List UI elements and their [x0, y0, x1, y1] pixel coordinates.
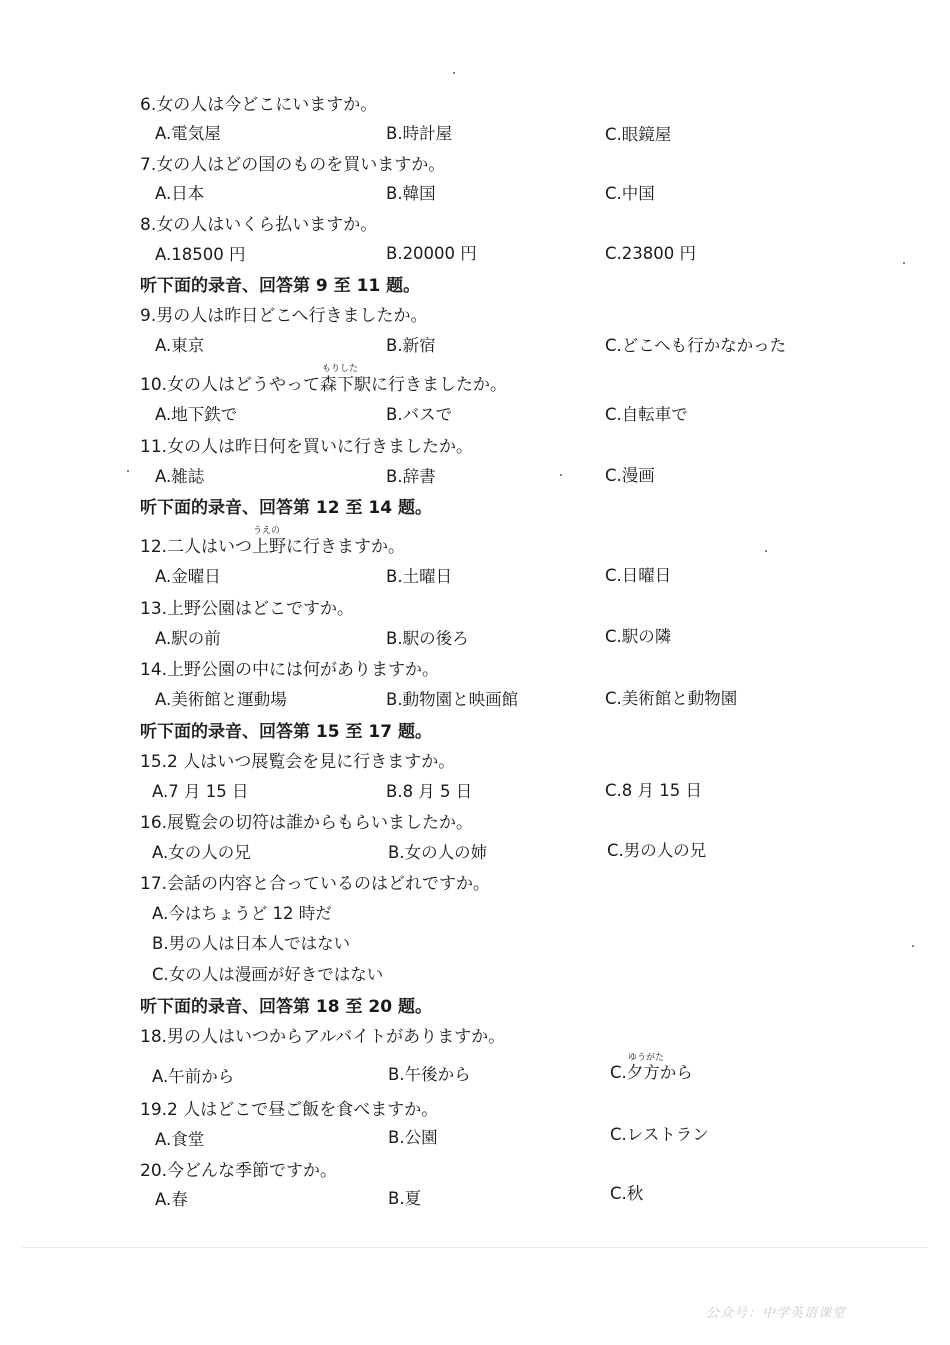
watermark: 公众号：中学英语课堂	[706, 1306, 847, 1321]
q10-option-b[interactable]: B.バスで	[386, 405, 453, 424]
q11-option-c[interactable]: C.漫画	[605, 466, 655, 485]
scan-speck	[453, 72, 455, 74]
question-7: 7.女の人はどの国のものを買いますか。	[140, 155, 446, 175]
q16-option-b[interactable]: B.女の人の姉	[388, 843, 488, 862]
q16-option-c[interactable]: C.男の人の兄	[607, 841, 707, 860]
q14-option-b[interactable]: B.動物園と映画館	[386, 690, 519, 709]
q16-option-a[interactable]: A.女の人の兄	[152, 843, 251, 862]
section-heading-15-17: 听下面的录音、回答第 15 至 17 题。	[140, 722, 432, 742]
scan-speck	[765, 550, 767, 552]
q20-option-c[interactable]: C.秋	[610, 1184, 644, 1203]
footer-divider	[22, 1247, 928, 1248]
q19-option-b[interactable]: B.公園	[388, 1128, 438, 1147]
q17-option-c[interactable]: C.女の人は漫画が好きではない	[152, 965, 384, 984]
q9-option-c[interactable]: C.どこへも行かなかった	[605, 336, 787, 355]
q6-option-c[interactable]: C.眼鏡屋	[605, 125, 672, 144]
q13-option-c[interactable]: C.駅の隣	[605, 627, 672, 646]
q12-option-c[interactable]: C.日曜日	[605, 566, 672, 585]
q7-option-a[interactable]: A.日本	[155, 184, 205, 203]
section-heading-12-14: 听下面的录音、回答第 12 至 14 题。	[140, 498, 432, 518]
question-13: 13.上野公園はどこですか。	[140, 599, 355, 619]
q15-option-b[interactable]: B.8 月 5 日	[386, 782, 473, 801]
q19-option-c[interactable]: C.レストラン	[610, 1125, 709, 1144]
q9-option-a[interactable]: A.東京	[155, 336, 205, 355]
q10-option-c[interactable]: C.自転車で	[605, 405, 688, 424]
q17-option-a[interactable]: A.今はちょうど 12 時だ	[152, 904, 332, 923]
q8-option-b[interactable]: B.20000 円	[386, 244, 477, 263]
q6-option-a[interactable]: A.電気屋	[155, 124, 221, 143]
question-14: 14.上野公園の中には何がありますか。	[140, 660, 440, 680]
section-heading-18-20: 听下面的录音、回答第 18 至 20 题。	[140, 997, 432, 1017]
question-18: 18.男の人はいつからアルバイトがありますか。	[140, 1027, 506, 1047]
q20-option-b[interactable]: B.夏	[388, 1189, 422, 1208]
q13-option-b[interactable]: B.駅の後ろ	[386, 629, 469, 648]
question-10: 10.女の人はどうやって森下駅に行きましたか。	[140, 375, 508, 395]
q18-option-c[interactable]: C.夕方から	[610, 1063, 693, 1082]
q15-option-c[interactable]: C.8 月 15 日	[605, 781, 702, 800]
question-8: 8.女の人はいくら払いますか。	[140, 215, 378, 235]
question-12: 12.二人はいつ上野に行きますか。	[140, 537, 406, 557]
q12-option-a[interactable]: A.金曜日	[155, 567, 221, 586]
q14-option-a[interactable]: A.美術館と運動場	[155, 690, 287, 709]
question-17: 17.会話の内容と合っているのはどれですか。	[140, 874, 491, 894]
q7-option-b[interactable]: B.韓国	[386, 184, 436, 203]
q9-option-b[interactable]: B.新宿	[386, 336, 436, 355]
q10-option-a[interactable]: A.地下鉄で	[155, 405, 238, 424]
q18-furigana: ゆうがた	[628, 1053, 665, 1063]
q13-option-a[interactable]: A.駅の前	[155, 629, 221, 648]
q19-option-a[interactable]: A.食堂	[155, 1130, 205, 1149]
q20-option-a[interactable]: A.春	[155, 1190, 188, 1209]
q18-option-a[interactable]: A.午前から	[152, 1067, 235, 1086]
question-9: 9.男の人は昨日どこへ行きましたか。	[140, 306, 428, 326]
q10-furigana: もりした	[322, 364, 359, 374]
q6-option-b[interactable]: B.時計屋	[386, 124, 453, 143]
q14-option-c[interactable]: C.美術館と動物園	[605, 689, 738, 708]
q8-option-c[interactable]: C.23800 円	[605, 244, 696, 263]
scan-speck	[903, 262, 905, 264]
q7-option-c[interactable]: C.中国	[605, 184, 655, 203]
scan-speck	[912, 945, 914, 947]
section-heading-9-11: 听下面的录音、回答第 9 至 11 题。	[140, 276, 421, 296]
question-19: 19.2 人はどこで昼ご飯を食べますか。	[140, 1100, 439, 1120]
q11-option-a[interactable]: A.雑誌	[155, 467, 205, 486]
scan-speck	[560, 474, 562, 476]
q11-option-b[interactable]: B.辞書	[386, 467, 436, 486]
q12-furigana: うえの	[253, 526, 281, 536]
question-6: 6.女の人は今どこにいますか。	[140, 95, 378, 115]
q18-option-b[interactable]: B.午後から	[388, 1065, 471, 1084]
question-11: 11.女の人は昨日何を買いに行きましたか。	[140, 437, 474, 457]
question-16: 16.展覧会の切符は誰からもらいましたか。	[140, 813, 474, 833]
scan-speck	[127, 470, 129, 472]
q15-option-a[interactable]: A.7 月 15 日	[152, 782, 249, 801]
q17-option-b[interactable]: B.男の人は日本人ではない	[152, 934, 351, 953]
q8-option-a[interactable]: A.18500 円	[155, 245, 246, 264]
q12-option-b[interactable]: B.土曜日	[386, 567, 453, 586]
question-15: 15.2 人はいつ展覧会を見に行きますか。	[140, 752, 456, 772]
question-20: 20.今どんな季節ですか。	[140, 1161, 338, 1181]
